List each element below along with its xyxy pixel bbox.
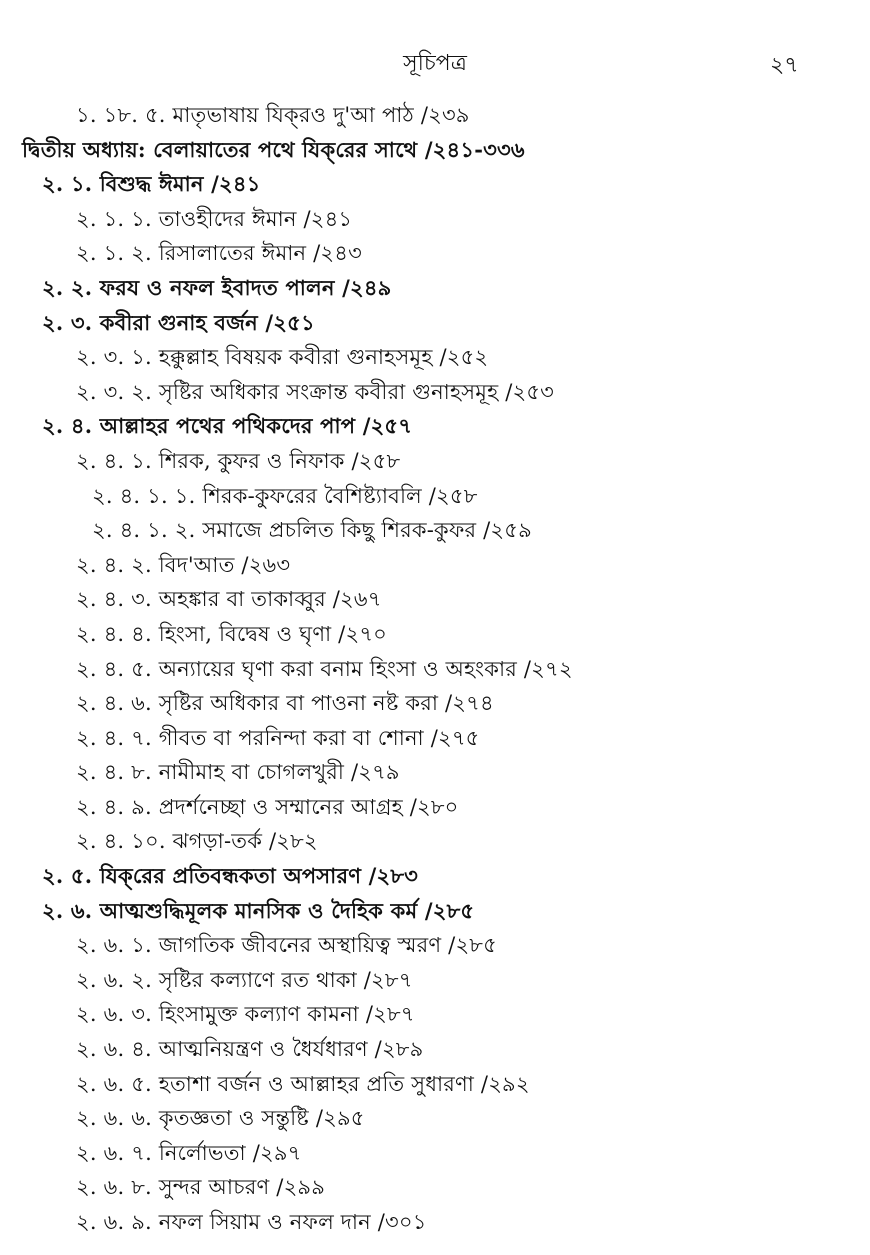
table-of-contents	[0, 98, 870, 1240]
toc-entry: ২. ৬. ৫. হতাশা বর্জন ও আল্লাহর প্রতি সুধারণা /২৯২	[76, 1071, 530, 1096]
toc-entry: ২. ৪. ৬. সৃষ্টির অধিকার বা পাওনা নষ্ট করা /২৭৪	[76, 691, 494, 716]
toc-heading: ২. ৫. যিক্‌রের প্রতিবন্ধকতা অপসারণ /২৮৩	[42, 863, 419, 889]
toc-heading: দ্বিতীয় অধ্যায়: বেলায়াতের পথে যিক্‌রের সাথে /২৪১-৩৩৬	[22, 136, 525, 162]
toc-entry: ২. ৩. ২. সৃষ্টির অধিকার সংক্রান্ত কবীরা গুনাহসমূহ /২৫৩	[76, 379, 555, 404]
toc-heading: ২. ২. ফরয ও নফল ইবাদত পালন /২৪৯	[42, 274, 392, 300]
toc-entry: ২. ৬. ৯. নফল সিয়াম ও নফল দান /৩০১	[76, 1210, 427, 1234]
toc-entry: ২. ৬. ১. জাগতিক জীবনের অস্থায়িত্ব স্মরণ /২৮৫	[76, 933, 497, 958]
toc-entry: ২. ৩. ১. হক্কুল্লাহ বিষয়ক কবীরা গুনাহসমূহ /২৫২	[76, 345, 489, 370]
toc-entry: ২. ৪. ১. ১. শিরক-কুফরের বৈশিষ্ট্যাবলি /২৫৮	[92, 483, 478, 508]
toc-entry: ২. ৪. ৪. হিংসা, বিদ্বেষ ও ঘৃণা /২৭০	[76, 621, 388, 646]
toc-heading: ২. ৬. আত্মশুদ্ধিমূলক মানসিক ও দৈহিক কর্ম /২৮৫	[42, 897, 475, 923]
toc-entry: ২. ৬. ৮. সুন্দর আচরণ /২৯৯	[76, 1175, 326, 1200]
toc-heading: ২. ৩. কবীরা গুনাহ বর্জন /২৫১	[42, 309, 315, 335]
toc-entry: ২. ৪. ৩. অহঙ্কার বা তাকাব্বুর /২৬৭	[76, 587, 382, 612]
toc-entry: ২. ৬. ৬. কৃতজ্ঞতা ও সন্তুষ্টি /২৯৫	[76, 1106, 365, 1131]
toc-entry: ২. ১. ২. রিসালাতের ঈমান /২৪৩	[76, 241, 362, 266]
page-title: সূচিপত্র	[403, 51, 467, 76]
toc-entry: ২. ৬. ৪. আত্মনিয়ন্ত্রণ ও ধৈর্যধারণ /২৮৯	[76, 1037, 424, 1062]
toc-entry: ২. ৪. ১. শিরক, কুফর ও নিফাক /২৫৮	[76, 448, 401, 473]
toc-entry: ২. ৪. ৮. নামীমাহ বা চোগলখুরী /২৭৯	[76, 760, 400, 785]
toc-entry: ২. ৪. ৭. গীবত বা পরনিন্দা করা বা শোনা /২৭৫	[76, 725, 480, 750]
toc-entry: ২. ১. ১. তাওহীদের ঈমান /২৪১	[76, 206, 353, 231]
toc-entry: ২. ৪. ৯. প্রদর্শনেচ্ছা ও সম্মানের আগ্রহ /২৮০	[76, 794, 459, 819]
toc-entry: ২. ৪. ৫. অন্যায়ের ঘৃণা করা বনাম হিংসা ও অহংকার /২৭২	[76, 656, 573, 681]
page-number: ২৭	[770, 53, 799, 78]
toc-heading: ২. ১. বিশুদ্ধ ঈমান /২৪১	[42, 171, 261, 197]
toc-entry: ২. ৬. ৩. হিংসামুক্ত কল্যাণ কামনা /২৮৭	[76, 1002, 415, 1027]
toc-entry: ১. ১৮. ৫. মাতৃভাষায় যিক্‌রও দু'আ পাঠ /২৩৯	[76, 103, 470, 127]
toc-entry: ২. ৬. ৭. নির্লোভতা /২৯৭	[76, 1140, 302, 1165]
toc-entry: ২. ৪. ১০. ঝগড়া-তর্ক /২৮২	[76, 829, 318, 854]
toc-heading: ২. ৪. আল্লাহর পথের পথিকদের পাপ /২৫৭	[42, 413, 413, 439]
toc-entry: ২. ৬. ২. সৃষ্টির কল্যাণে রত থাকা /২৮৭	[76, 967, 413, 992]
toc-entry: ২. ৪. ২. বিদ'আত /২৬৩	[76, 552, 291, 577]
toc-entry: ২. ৪. ১. ২. সমাজে প্রচলিত কিছু শিরক-কুফর /২৫৯	[92, 518, 532, 543]
